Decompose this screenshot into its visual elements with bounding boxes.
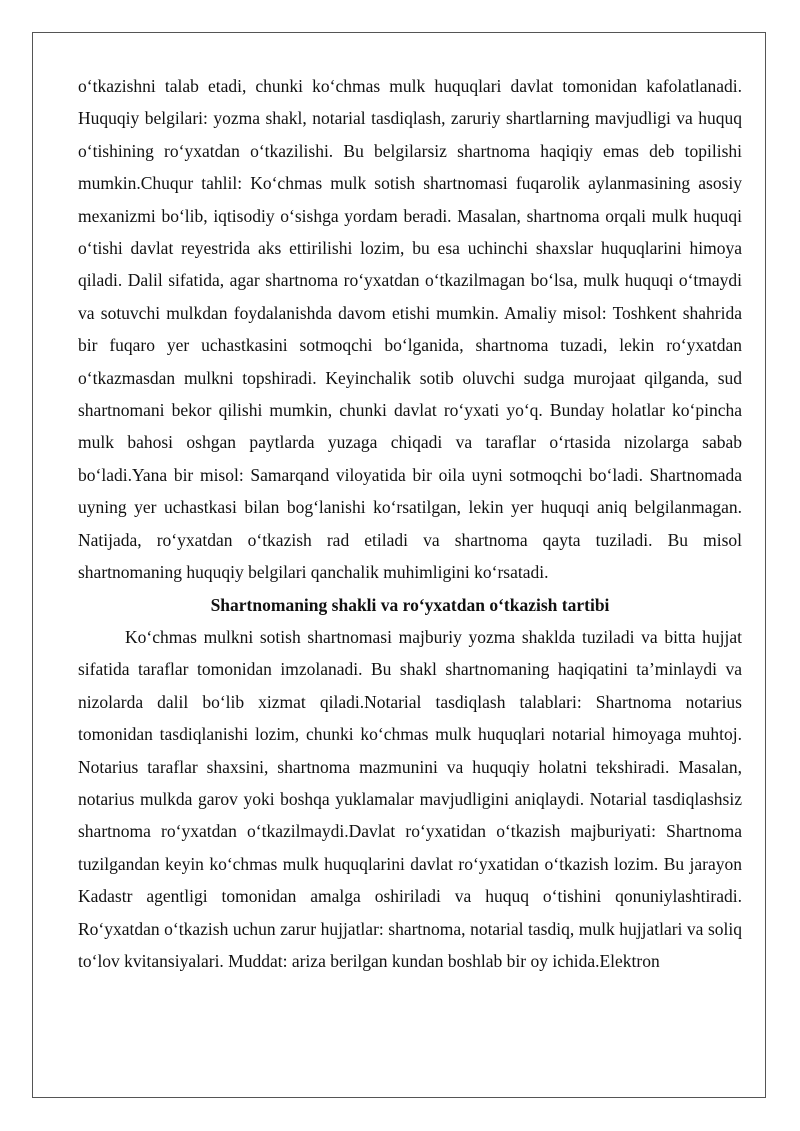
document-body	[78, 70, 742, 977]
section-heading: Shartnomaning shakli va ro‘yxatdan o‘tkazish tartibi	[210, 594, 610, 615]
body-paragraph-2: Ko‘chmas mulkni sotish shartnomasi majburiy yozma shaklda tuziladi va bitta hujjat sifatida taraflar tomonidan imzolanadi. Bu shakl shartnomaning haqiqatini ta’minlaydi va nizolarda dalil bo‘lib xizmat qiladi.Notarial tasdiqlash talablari: Shartnoma notarius tomonidan tasdiqlanishi lozim, chunki ko‘chmas mulk huquqlari notarial himoyaga muhtoj. Notarius taraflar shaxsini, shartnoma mazmunini va huquqiy holatni tekshiradi. Masalan, notarius mulkda garov yoki boshqa yuklamalar mavjudligini aniqlaydi. Notarial tasdiqlashsiz shartnoma ro‘yxatdan o‘tkazilmaydi.Davlat ro‘yxatidan o‘tkazish majburiyati: Shartnoma tuzilgandan keyin ko‘chmas mulk huquqlarini davlat ro‘yxatidan o‘tkazish lozim. Bu jarayon Kadastr agentligi tomonidan amalga oshiriladi va huquq o‘tishini qonuniylashtiradi. Ro‘yxatdan o‘tkazish uchun zarur hujjatlar: shartnoma, notarial tasdiq, mulk hujjatlari va soliq to‘lov kvitansiyalari. Muddat: ariza berilgan kundan boshlab bir oy ichida.Elektron	[78, 626, 742, 971]
body-paragraph-1: o‘tkazishni talab etadi, chunki ko‘chmas mulk huquqlari davlat tomonidan kafolatlanadi. Huquqiy belgilari: yozma shakl, notarial tasdiqlash, zaruriy shartlarning mavjudligi va huquq o‘tishining ro‘yxatdan o‘tkazilishi. Bu belgilarsiz shartnoma haqiqiy emas deb topilishi mumkin.Chuqur tahlil: Ko‘chmas mulk sotish shartnomasi fuqarolik aylanmasining asosiy mexanizmi bo‘lib, iqtisodiy o‘sishga yordam beradi. Masalan, shartnoma orqali mulk huquqi o‘tishi davlat reyestrida aks ettirilishi lozim, bu esa uchinchi shaxslar huquqlarini himoya qiladi. Dalil sifatida, agar shartnoma ro‘yxatdan o‘tkazilmagan bo‘lsa, mulk huquqi o‘tmaydi va sotuvchi mulkdan foydalanishda davom etishi mumkin. Amaliy misol: Toshkent shahrida bir fuqaro yer uchastkasini sotmoqchi bo‘lganida, shartnoma tuzadi, lekin ro‘yxatdan o‘tkazmasdan mulkni topshiradi. Keyinchalik sotib oluvchi sudga murojaat qilganda, sud shartnomani bekor qilishi mumkin, chunki davlat ro‘yxati yo‘q. Bunday holatlar ko‘pincha mulk bahosi oshgan paytlarda yuzaga chiqadi va taraflar o‘rtasida nizolarga sabab bo‘ladi.Yana bir misol: Samarqand viloyatida bir oila uyni sotmoqchi bo‘ladi. Shartnomada uyning yer uchastkasi bilan bog‘lanishi ko‘rsatilgan, lekin yer huquqi aniq belgilanmagan. Natijada, ro‘yxatdan o‘tkazish rad etiladi va shartnoma qayta tuziladi. Bu misol shartnomaning huquqiy belgilari qanchalik muhimligini ko‘rsatadi.	[78, 76, 742, 583]
